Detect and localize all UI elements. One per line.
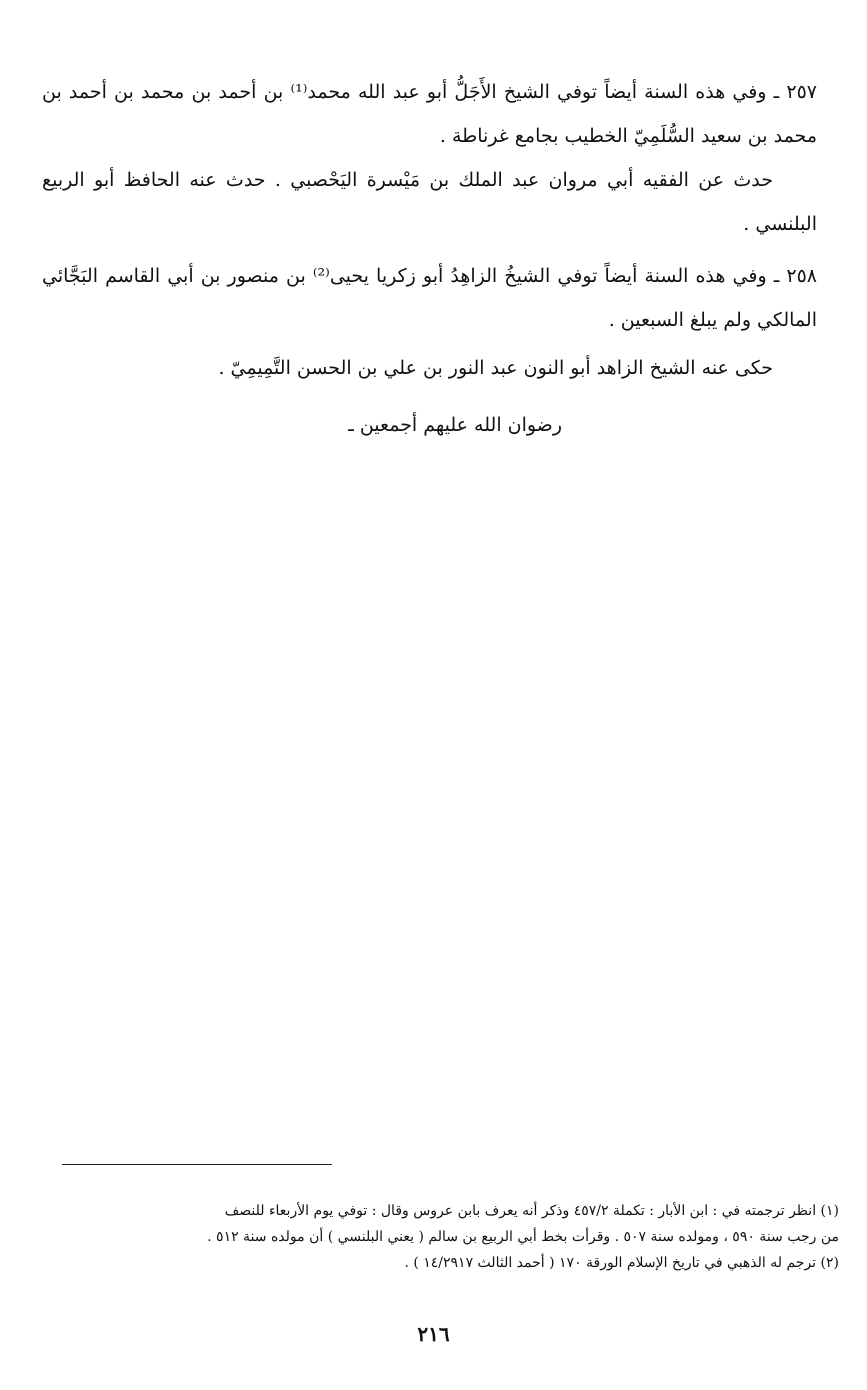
footnote-1-line-2: من رجب سنة ٥٩٠ ، ومولده سنة ٥٠٧ . وقرأت بخط أبي الربيع بن سالم ( يعني البلنسي ) أن مولده سنة ٥١٢ . — [207, 1229, 839, 1245]
closing-invocation: رضوان الله عليهم أجمعين ـ — [348, 414, 562, 436]
footnotes — [49, 1198, 839, 1276]
entry-257-paragraph: ٢٥٧ ـ وفي هذه السنة أيضاً توفي الشيخ الأَجَلُّ أبو عبد الله محمد⁽¹⁾ بن أحمد بن محمد بن أحمد بن محمد بن سعيد السُّلَمِيّ الخطيب بجامع غرناطة . — [42, 81, 817, 147]
footnote-2: (٢) ترجم له الذهبي في تاريخ الإسلام الورقة ١٧٠ ( أحمد الثالث ١٤/٢٩١٧ ) . — [404, 1255, 839, 1271]
entry-258-paragraph: ٢٥٨ ـ وفي هذه السنة أيضاً توفي الشيخُ الزاهِدُ أبو زكريا يحيى⁽²⁾ بن منصور بن أبي القاسم البَجَّائي المالكي ولم يبلغ السبعين . — [42, 265, 817, 331]
footnote-separator — [62, 1164, 332, 1165]
page-number: ٢١٦ — [417, 1322, 450, 1346]
footnote-1-line-1: (١) انظر ترجمته في : ابن الأبار : تكملة ٤٥٧/٢ وذكر أنه يعرف بابن عروس وقال : توفي يوم الأربعاء للنصف — [224, 1203, 839, 1219]
entry-258-narration-paragraph: حكى عنه الشيخ الزاهد أبو النون عبد النور بن علي بن الحسن التَّمِيمِيّ . — [218, 357, 773, 379]
entry-257-narration-paragraph: حدث عن الفقيه أبي مروان عبد الملك بن مَيْسرة اليَحْصبي . حدث عنه الحافظ أبو الربيع البلنسي . — [42, 169, 817, 235]
